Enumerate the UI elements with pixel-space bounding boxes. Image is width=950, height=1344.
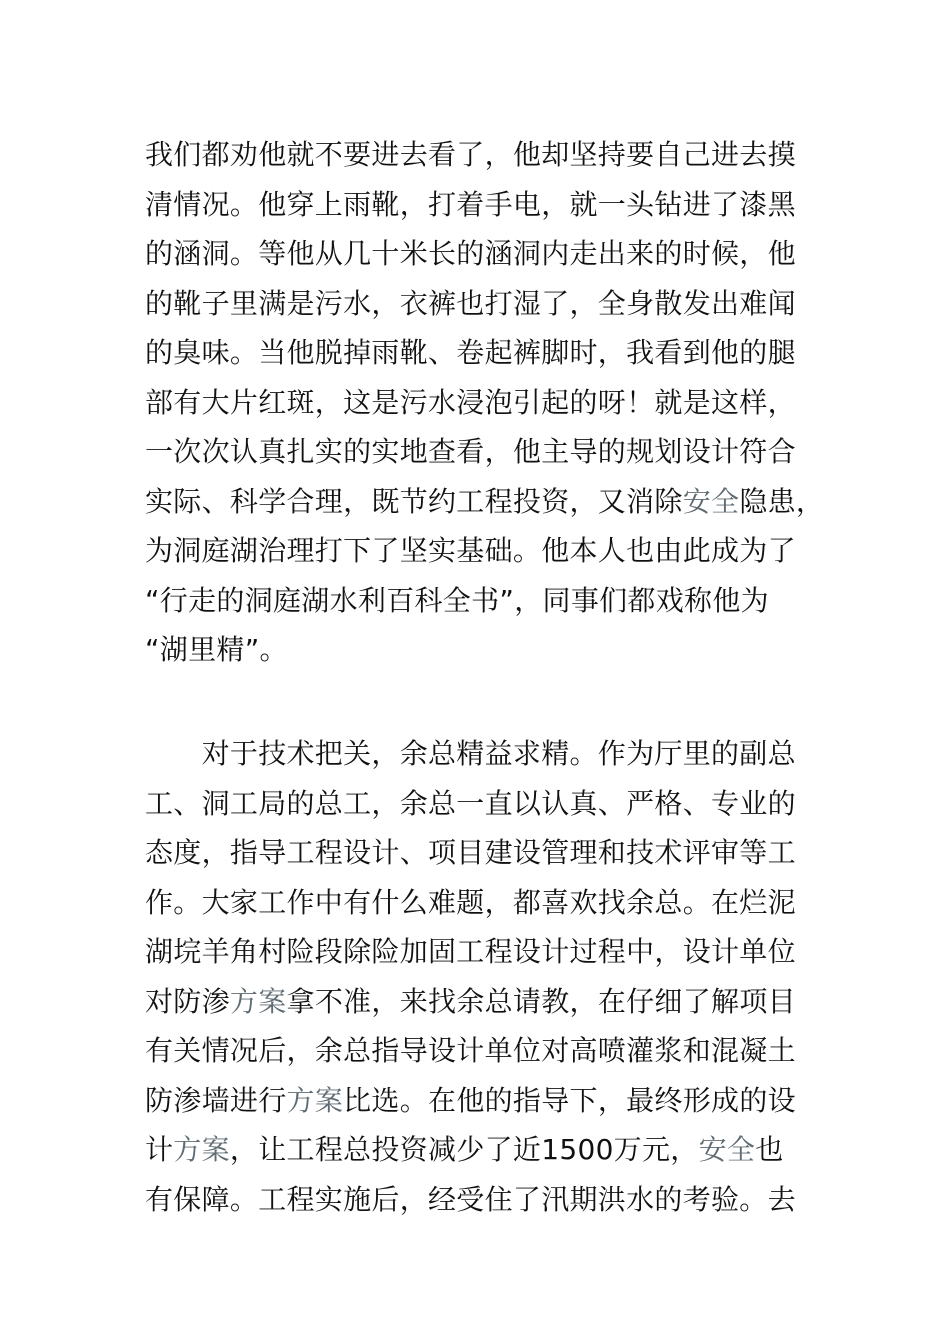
- text-line: 的靴子里满是污水，衣裤也打湿了，全身散发出难闻: [145, 286, 796, 320]
- text-line: 为洞庭湖治理打下了坚实基础。他本人也由此成为了: [145, 534, 796, 567]
- text-line: 的涵洞。等他从几十米长的涵洞内走出来的时候，他: [145, 237, 796, 270]
- highlighted-term: 方案: [286, 1083, 344, 1117]
- text-line: 一次次认真扎实的实地查看，他主导的规划设计符合: [145, 435, 796, 468]
- text-line: 防渗墙进行方案比选。在他的指导下，最终形成的设: [145, 1083, 796, 1117]
- paragraph-2: [145, 729, 825, 1224]
- text-line: 部有大片红斑，这是污水浸泡引起的呀！就是这样，: [145, 385, 796, 419]
- text-line: 有关情况后，余总指导设计单位对高喷灌浆和混凝土: [145, 1034, 796, 1067]
- paragraph-1: [145, 130, 825, 675]
- text-line: 对防渗方案拿不准，来找余总请教，在仔细了解项目: [145, 984, 796, 1018]
- text-line: 计方案，让工程总投资减少了近1500万元，安全也: [145, 1133, 784, 1166]
- text-line: 有保障。工程实施后，经受住了汛期洪水的考验。去: [145, 1182, 796, 1216]
- highlighted-term: 安全: [698, 1133, 756, 1166]
- text-line: 湖垸羊角村险段除险加固工程设计过程中，设计单位: [145, 935, 796, 968]
- text-line: 我们都劝他就不要进去看了，他却坚持要自己进去摸: [145, 138, 796, 171]
- text-line: “湖里精”。: [145, 633, 288, 666]
- text-line: 工、洞工局的总工，余总一直以认真、严格、专业的: [145, 786, 796, 820]
- text-line: 清情况。他穿上雨靴，打着手电，就一头钻进了漆黑: [145, 187, 796, 221]
- text-line: 实际、科学合理，既节约工程投资，又消除安全隐患，: [145, 484, 825, 518]
- highlighted-term: 方案: [173, 1133, 230, 1166]
- highlighted-term: 安全: [682, 484, 740, 518]
- text-line: 态度，指导工程设计、项目建设管理和技术评审等工: [145, 836, 796, 869]
- text-line: 作。大家工作中有什么难题，都喜欢找余总。在烂泥: [145, 885, 796, 919]
- highlighted-term: 方案: [229, 984, 287, 1018]
- text-line: 对于技术把关，余总精益求精。作为厅里的副总: [145, 737, 796, 770]
- text-line: “行走的洞庭湖水利百科全书”，同事们都戏称他为: [145, 583, 769, 617]
- text-line: 的臭味。当他脱掉雨靴、卷起裤脚时，我看到他的腿: [145, 336, 796, 369]
